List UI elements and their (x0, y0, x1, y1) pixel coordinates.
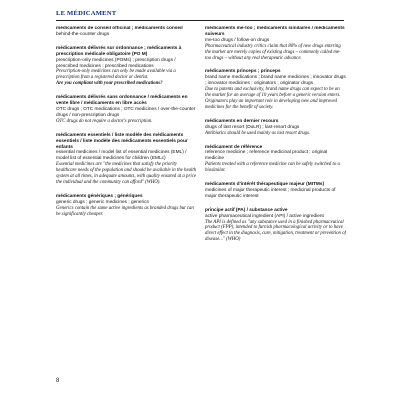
entry-definition: prescription-only medicines (POMs) ; prescription drugs / prescribed medicines ; prescribed medications (56, 57, 176, 69)
glossary-entry (56, 26, 197, 38)
glossary-entry (205, 69, 346, 110)
glossary-entry (205, 182, 346, 200)
entry-definition: essential medicines / model list of essential medicines (EML) / model list of essential medicines for children (EMLc) (56, 150, 187, 162)
entry-note: OTC drugs do not require a doctor's prescription. (56, 118, 153, 124)
entry-definition: generic drugs ; generic medicines ; generics (56, 199, 149, 205)
left-column (56, 26, 197, 366)
entry-term: médicaments génériques ; génériques (56, 193, 143, 199)
entry-note: Pharmaceutical industry critics claim that 80% of new drugs entering the market are merely copies of existing drugs – commonly called me-too drugs – without any real therapeutic advance. (205, 43, 341, 61)
entry-term: médicaments essentiels / liste modèle des médicaments essentiels / liste modèle des médicaments essentiels pour enfants (56, 132, 188, 150)
entry-term: médicaments délivrés sur ordonnance ; médicaments à prescription médicale obligatoire (PO M) (56, 45, 182, 57)
running-header: LE MÉDICAMENT (56, 10, 117, 17)
glossary-body (56, 26, 346, 366)
entry-note: Prescription-only medicines can only be made available via a prescription from a registered doctor or dentist. (56, 69, 176, 81)
entry-note-bold: Are you compliant with your prescribed medications? (56, 81, 163, 87)
entry-term: médicaments me-too ; médicaments similaires / médicaments suiveurs (205, 26, 345, 37)
header-rule (56, 20, 344, 21)
entry-term: médicaments délivrés sans ordonnance / médicaments en vente libre / médicaments en libre accès (56, 95, 188, 107)
entry-note: Due to patents and exclusivity, brand name drugs can expect to be on the market for an average of 10 years before a generic version enters. (205, 87, 341, 99)
entry-definition: brand name medications ; brand name medicines ; innovator drugs ; innovator medicines ; originators ; originator drugs (205, 75, 346, 87)
entry-term: principe actif (PA) / substance active (205, 207, 288, 213)
entry-definition: me-too drugs / follow-on drugs (205, 37, 270, 43)
glossary-entry (205, 145, 346, 175)
entry-note: Patients treated with a reference medicine can be safely switched to a biosimilar. (205, 162, 340, 174)
glossary-entry (56, 133, 197, 186)
glossary-entry (56, 194, 197, 218)
entry-definition: drugs of last resort (DoLR) ; last-resort drugs (205, 124, 300, 130)
entry-term: médicaments en dernier recours (205, 118, 279, 124)
entry-term: médicament de référence (205, 144, 263, 150)
glossary-entry (56, 95, 197, 125)
entry-term: médicaments d'intérêt thérapeutique majeur (MITMs) (205, 182, 325, 188)
page-number: 8 (56, 378, 60, 384)
entry-term: médicaments de conseil officinal ; médicaments conseil (56, 26, 183, 31)
entry-definition: behind-the-counter drugs (56, 31, 110, 37)
glossary-entry (205, 26, 346, 61)
entry-definition: reference medicine ; reference medicinal product ; original medicine (205, 150, 328, 162)
entry-note: Generics contain the same active ingredients as branded drugs but can be significantly cheaper. (56, 205, 194, 217)
glossary-entry (56, 46, 197, 87)
entry-term: médicaments princeps ; princeps (205, 69, 281, 75)
entry-note: The API is defined as "any substance used in a finished pharmaceutical product (FPP), intended to furnish pharmacological activity or to have direct effect in the diagnosis, cure, mitigation, treatment or prevention of disease..." (WHO) (205, 219, 346, 243)
entry-definition: active pharmaceutical ingredient (API) / active ingredient (205, 213, 324, 219)
glossary-entry (205, 208, 346, 243)
entry-note: Antibiotics should be used mainly as last resort drugs. (205, 130, 311, 136)
entry-note: Originators play an important role in developing new and improved medicines for the benefit of society. (205, 98, 337, 110)
entry-definition: OTC drugs ; OTC medications ; OTC medicines / over-the-counter drugs / non-prescription drugs (56, 106, 196, 118)
right-column (205, 26, 346, 366)
entry-note: Essential medicines are "the medicines that satisfy the priority healthcare needs of the population and should be available in the health system at all times, in adequate amounts, with quality ensured at a price the individual and the community can afford" (WHO). (56, 162, 197, 185)
entry-definition: medicines of major therapeutic interest ; medicinal products of major therapeutic interest (205, 187, 336, 199)
glossary-entry (205, 119, 346, 137)
